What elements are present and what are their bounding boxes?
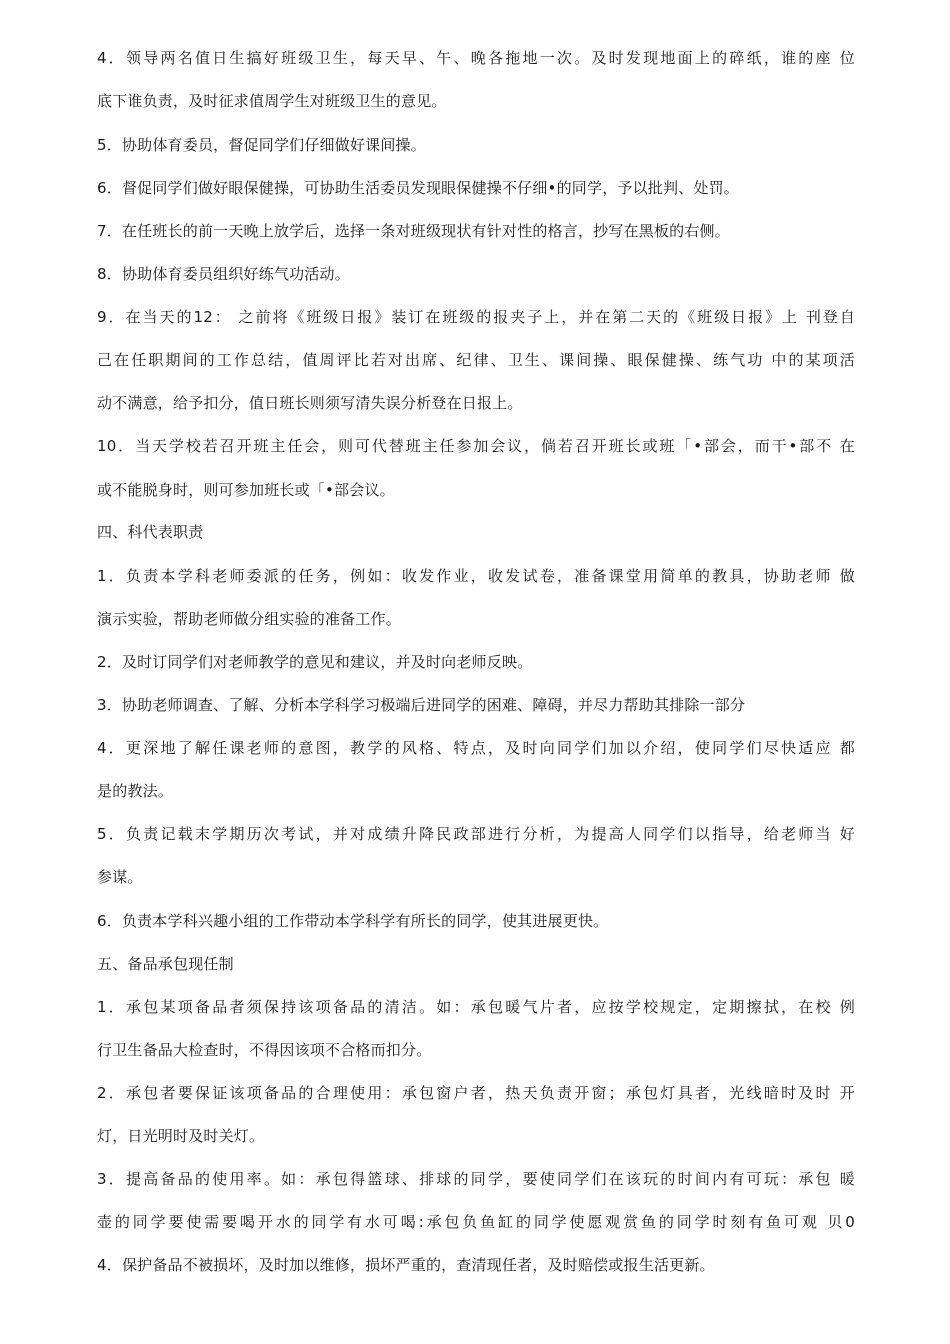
section-heading: 五、备品承包现任制 bbox=[97, 955, 234, 973]
text-line: 3．协助老师调查、了解、分析本学科学习极端后进同学的困难、障碍，并尽力帮助其排除一部分 bbox=[97, 696, 746, 714]
text-line: 5．负责记载末学期历次考试，并对成绩升降民政部进行分析，为提高人同学们以指导，给老师当 好 bbox=[97, 825, 855, 843]
text-line: 壶的同学要使需要喝开水的同学有水可喝:承包负鱼缸的同学使愿观赏鱼的同学时刻有鱼可观 贝0 bbox=[97, 1213, 855, 1231]
text-line: 演示实验，帮助老师做分组实验的准备工作。 bbox=[97, 610, 402, 628]
section-heading: 四、科代表职责 bbox=[97, 523, 204, 541]
text-line: 参谋。 bbox=[97, 868, 143, 886]
text-line: 6．督促同学们做好眼保健操，可协助生活委员发现眼保健操不仔细•的同学，予以批判、处罚。 bbox=[97, 179, 739, 197]
text-line: 行卫生备品大检查时，不得因该项不合格而扣分。 bbox=[97, 1041, 432, 1059]
text-line: 1．负责本学科老师委派的任务，例如：收发作业，收发试卷，准备课堂用简单的教具，协助老师 做 bbox=[97, 567, 855, 585]
text-line: 5．协助体育委员，督促同学们仔细做好课间操。 bbox=[97, 136, 426, 154]
text-line: 4．保护备品不被损坏，及时加以维修，损坏严重的，查清现任者，及时赔偿或报生活更新。 bbox=[97, 1256, 715, 1274]
text-line: 底下谁负责，及时征求值周学生对班级卫生的意见。 bbox=[97, 92, 447, 110]
text-line: 或不能脱身时，则可参加班长或「•部会议。 bbox=[97, 481, 395, 499]
text-line: 9．在当天的12： 之前将《班级日报》装订在班级的报夹子上，并在第二天的《班级日报》上 刊登自 bbox=[97, 308, 855, 326]
text-line: 灯，日光明时及时关灯。 bbox=[97, 1127, 265, 1145]
text-line: 10．当天学校若召开班主任会，则可代替班主任参加会议，倘若召开班长或班「•部会，而干•部不 在 bbox=[97, 437, 855, 455]
text-line: 1．承包某项备品者须保持该项备品的清洁。如：承包暖气片者，应按学校规定，定期擦拭，在校 例 bbox=[97, 998, 855, 1016]
text-line: 4．更深地了解任课老师的意图，教学的风格、特点，及时向同学们加以介绍，使同学们尽快适应 都 bbox=[97, 739, 855, 757]
text-line: 2．及时订同学们对老师教学的意见和建议，并及时向老师反映。 bbox=[97, 653, 533, 671]
text-line: 是的教法。 bbox=[97, 782, 174, 800]
text-line: 7．在任班长的前一天晚上放学后，选择一条对班级现状有针对性的格言，抄写在黑板的右侧。 bbox=[97, 222, 730, 240]
text-line: 8．协助体育委员组织好练气功活动。 bbox=[97, 265, 350, 283]
text-line: 4．领导两名值日生搞好班级卫生，每天早、午、晚各拖地一次。及时发现地面上的碎纸，谁的座 位 bbox=[97, 49, 855, 67]
text-line: 3．提高备品的使用率。如：承包得篮球、排球的同学，要使同学们在该玩的时间内有可玩：承包 暖 bbox=[97, 1170, 855, 1188]
text-line: 6．负责本学科兴趣小组的工作带动本学科学有所长的同学，使其进展更快。 bbox=[97, 912, 609, 930]
text-line: 动不满意，给予扣分，值日班长则须写清失误分析登在日报上。 bbox=[97, 394, 523, 412]
text-line: 己在任职期间的工作总结，值周评比若对出席、纪律、卫生、课间操、眼保健操、练气功 中的某项活 bbox=[97, 351, 855, 369]
text-line: 2．承包者要保证该项备品的合理使用：承包窗户者，热天负责开窗；承包灯具者，光线暗时及时 开 bbox=[97, 1084, 855, 1102]
